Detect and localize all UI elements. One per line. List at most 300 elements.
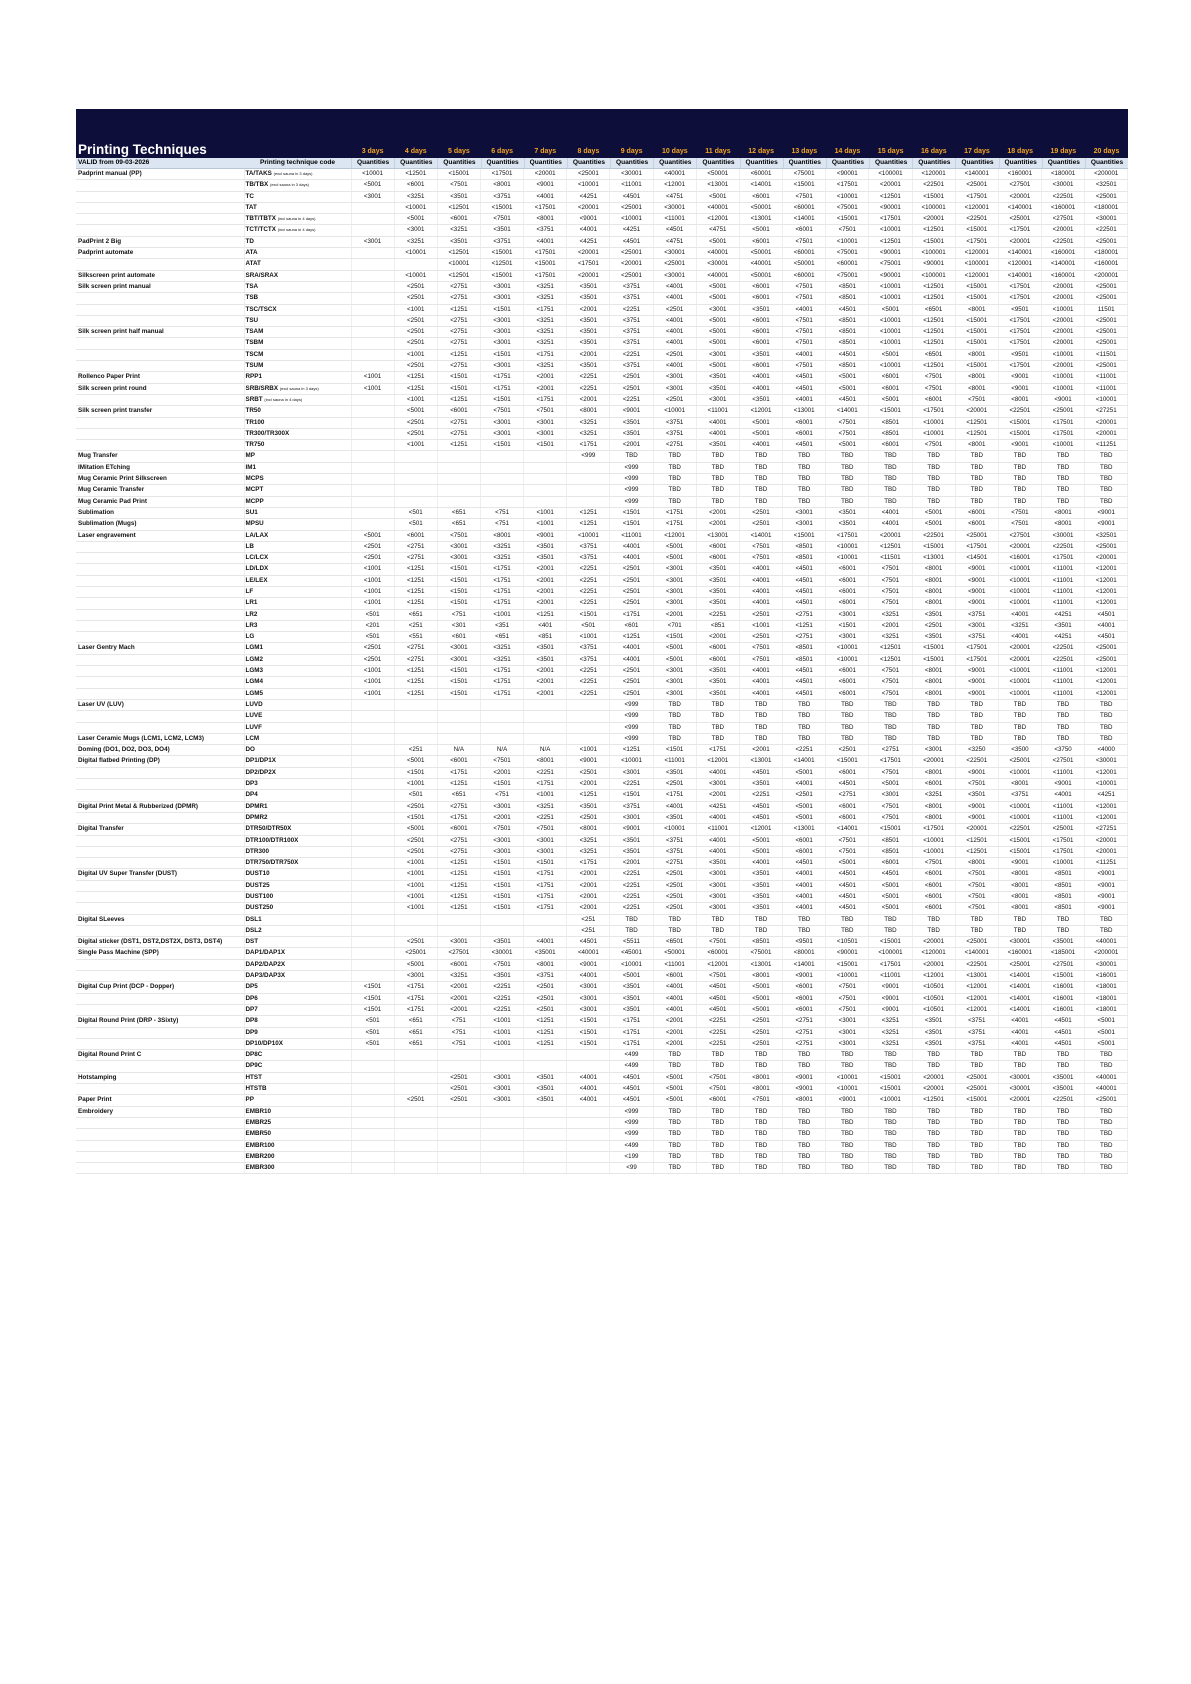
quantity-cell: <4501 [783,858,826,869]
quantity-cell: TBD [696,474,739,485]
quantity-cell: <651 [437,507,480,518]
quantity-cell: <1251 [567,790,610,801]
quantity-cell: <4001 [739,598,782,609]
quantity-cell: <1501 [524,440,567,451]
quantity-cell [480,462,523,473]
quantity-cell: <10001 [826,643,869,654]
technique-code: SRBT [245,395,263,403]
quantity-cell: TBD [783,451,826,462]
quantity-cell [351,451,394,462]
quantity-cell: <2251 [567,383,610,394]
quantity-cell: <12501 [437,270,480,281]
quantity-cell: <3501 [567,293,610,304]
quantity-cell: <6001 [869,372,912,383]
quantity-cell: <140001 [955,169,998,180]
quantity-cell: <251 [394,745,437,756]
technique-code-cell [244,383,351,394]
quantity-cell: <1501 [351,1004,394,1015]
quantity-cell: TBD [1085,733,1128,744]
quantity-cell: <4001 [653,982,696,993]
quantity-cell [394,485,437,496]
technique-name [76,191,244,202]
quantity-cell: <90001 [869,270,912,281]
quantity-cell [567,485,610,496]
quantity-cell [480,914,523,925]
quantity-cell: <2251 [480,1004,523,1015]
quantity-cell: <12001 [653,530,696,541]
quantity-cell: TBD [696,699,739,710]
quantity-cell: <140001 [955,948,998,959]
quantity-cell: <8501 [826,281,869,292]
quantity-cell: <18001 [1085,1004,1128,1015]
quantity-cell: <3501 [912,1016,955,1027]
quantity-cell: <2501 [394,835,437,846]
quantity-cell: <3251 [394,191,437,202]
quantity-cell: <3251 [567,417,610,428]
quantity-cell: <1751 [394,993,437,1004]
quantity-cell: <25001 [610,248,653,259]
quantity-cell: TBD [826,1050,869,1061]
quantity-cell: TBD [1085,1050,1128,1061]
quantity-cell: <2001 [869,620,912,631]
quantity-cell: TBD [739,1117,782,1128]
quantity-cell: <10001 [653,406,696,417]
technique-name [76,711,244,722]
quantity-cell: <27501 [1042,959,1085,970]
quantity-cell: <200001 [1085,948,1128,959]
quantity-cell: <8501 [869,417,912,428]
quantity-cell: <12501 [912,315,955,326]
technique-name [76,553,244,564]
quantity-cell: <6001 [739,315,782,326]
quantity-cell: <1251 [437,394,480,405]
technique-code: DUST250 [245,904,274,912]
quantity-cell: <3751 [610,281,653,292]
quantity-cell: <30001 [998,1072,1041,1083]
quantity-cell: <3501 [739,880,782,891]
quantity-cell: <2001 [524,372,567,383]
quantity-cell: <4251 [696,801,739,812]
technique-code: LR3 [245,621,258,629]
quantity-cell: TBD [826,462,869,473]
quantity-cell: <4001 [998,609,1041,620]
quantity-cell: <4501 [653,225,696,236]
quantity-cell: <4001 [653,338,696,349]
technique-code: DP7 [245,1005,258,1013]
quantity-cell [524,451,567,462]
table-row [76,248,1128,259]
quantity-cell: <2251 [610,349,653,360]
quantity-cell: <80001 [783,948,826,959]
table-row [76,428,1128,439]
quantity-cell: <3501 [653,812,696,823]
quantity-cell: N/A [437,745,480,756]
quantity-cell: <9001 [955,801,998,812]
quantity-cell: <10001 [998,598,1041,609]
quantity-cell: TBD [653,1106,696,1117]
quantity-cell: <11001 [1085,383,1128,394]
quantity-cell: <6001 [783,982,826,993]
quantity-cell: <8501 [739,937,782,948]
quantity-cell: <751 [480,519,523,530]
quantity-cell: <3001 [696,880,739,891]
quantity-cell: TBD [739,496,782,507]
quantity-cell: <20001 [610,259,653,270]
quantity-cell: TBD [912,699,955,710]
quantity-cell: <1001 [351,372,394,383]
quantity-cell: <7501 [869,575,912,586]
quantity-cell: TBD [912,1163,955,1174]
quantity-cell: <10001 [437,259,480,270]
quantity-cell: TBD [912,1061,955,1072]
quantity-cell: <16001 [1085,971,1128,982]
technique-code: TA/TAKS [245,170,272,177]
table-row [76,293,1128,304]
quantity-cell [437,914,480,925]
quantity-cell: <15001 [1042,971,1085,982]
quantity-cell: <13001 [696,530,739,541]
quantity-cell: TBD [826,722,869,733]
quantity-cell: <9001 [998,372,1041,383]
quantity-cell: <1501 [524,858,567,869]
quantity-cell: <60001 [826,259,869,270]
quantity-cell [351,835,394,846]
quantity-cell: TBD [739,1129,782,1140]
quantity-cell: <9001 [567,214,610,225]
quantity-cell: <25001 [998,756,1041,767]
quantity-cell: <15001 [869,1072,912,1083]
quantity-cell: <17501 [1042,417,1085,428]
quantity-cell: <4001 [783,903,826,914]
quantity-cell: <1501 [437,372,480,383]
technique-code: DST [245,938,259,946]
quantity-cell: <4001 [567,225,610,236]
quantity-cell: <4501 [696,993,739,1004]
quantity-cell: <1251 [437,869,480,880]
technique-name [76,903,244,914]
quantity-cell: <25001 [955,1072,998,1083]
quantity-cell: <15001 [998,835,1041,846]
quantity-cell: <999 [610,474,653,485]
quantity-cell: <12501 [912,1095,955,1106]
quantity-cell: <3001 [480,281,523,292]
quantity-cell: <160001 [1042,202,1085,213]
quantity-cell: <15001 [480,270,523,281]
quantity-cell: TBD [912,1151,955,1162]
technique-code: TR100 [245,418,265,426]
quantity-cell: <7501 [783,315,826,326]
quantity-cell: <20001 [912,937,955,948]
quantity-cell: <1001 [394,869,437,880]
quantity-cell [567,462,610,473]
technique-code-cell [244,281,351,292]
technique-name [76,1117,244,1128]
quantity-cell: <17501 [912,406,955,417]
quantity-cell: TBD [869,1117,912,1128]
technique-code-cell [244,767,351,778]
quantity-cell: <10001 [998,677,1041,688]
quantity-cell: <3751 [610,338,653,349]
quantity-cell: <3501 [610,835,653,846]
quantity-cell: TBD [955,474,998,485]
quantity-cell: <2501 [437,1084,480,1095]
quantity-cell: <40001 [696,248,739,259]
quantity-cell: <2751 [826,790,869,801]
quantity-cell [567,1140,610,1151]
quantity-cell: <3501 [696,372,739,383]
table-row [76,327,1128,338]
quantity-cell [437,1117,480,1128]
quantity-cell: <2501 [610,598,653,609]
quantity-cell: <99 [610,1163,653,1174]
quantity-cell: TBD [653,925,696,936]
technique-code-cell [244,745,351,756]
quantity-cell: TBD [998,1106,1041,1117]
quantity-cell: <501 [351,1016,394,1027]
quantity-cell: <15001 [998,417,1041,428]
quantity-cell: <6001 [783,428,826,439]
table-row [76,846,1128,857]
quantity-cell: <8001 [998,892,1041,903]
quantity-cell: <12501 [869,654,912,665]
quantity-cell [351,496,394,507]
quantity-cell: <35001 [524,948,567,959]
quantity-cell: <4501 [610,1095,653,1106]
quantity-cell: TBD [653,462,696,473]
quantity-cell: <15001 [869,937,912,948]
quantity-cell: <12001 [1085,598,1128,609]
quantity-cell: <3001 [480,846,523,857]
quantity-cell: TBD [1085,474,1128,485]
quantity-cell: <1751 [567,858,610,869]
technique-name: Digital flatbed Printing (DP) [76,756,244,767]
quantity-cell: <4001 [610,643,653,654]
quantity-cell: TBD [1085,1163,1128,1174]
quantity-cell [394,914,437,925]
quantity-cell: <7501 [869,598,912,609]
quantity-cell: <120001 [955,248,998,259]
technique-name [76,214,244,225]
table-row [76,1004,1128,1015]
quantity-cell: <17501 [869,214,912,225]
quantity-cell: <7501 [826,417,869,428]
quantity-cell: <22501 [1042,236,1085,247]
quantity-cell: <4501 [783,440,826,451]
table-row [76,892,1128,903]
quantity-cell: <2501 [351,654,394,665]
technique-code: TR750 [245,441,265,449]
quantity-cell: TBD [869,1140,912,1151]
quantity-cell: <5001 [783,812,826,823]
quantity-cell: <6001 [826,812,869,823]
quantity-cell: <501 [351,1038,394,1049]
quantity-cell: <751 [437,609,480,620]
quantity-cell: <4501 [1042,1016,1085,1027]
quantity-cell: <3501 [610,428,653,439]
quantity-cell: <2501 [394,327,437,338]
quantity-cell: <20001 [1085,428,1128,439]
quantity-cell: <7501 [869,688,912,699]
quantity-cell: <499 [610,1140,653,1151]
technique-code-cell [244,553,351,564]
quantity-cell: <15001 [955,361,998,372]
quantities-header: Quantities [912,158,955,168]
quantity-cell: <2001 [567,892,610,903]
quantity-cell: <2501 [739,609,782,620]
quantity-cell: TBD [912,451,955,462]
quantity-cell: <5511 [610,937,653,948]
quantity-cell: <10001 [1042,304,1085,315]
technique-note: (excl sauna in 3 days) [279,385,319,391]
quantity-cell: <9001 [998,383,1041,394]
quantity-cell: <17501 [524,202,567,213]
technique-name: Laser Ceramic Mugs (LCM1, LCM2, LCM3) [76,733,244,744]
quantity-cell: <14001 [783,214,826,225]
quantity-cell: <90001 [869,248,912,259]
technique-name: Silkscreen print automate [76,270,244,281]
quantity-cell: <17501 [826,180,869,191]
quantity-cell: <9001 [826,1095,869,1106]
technique-code-cell [244,858,351,869]
table-row [76,937,1128,948]
quantity-cell: <1001 [351,575,394,586]
quantity-cell: <10001 [394,202,437,213]
quantity-cell: <20001 [524,169,567,180]
technique-name [76,666,244,677]
quantity-cell: TBD [783,1129,826,1140]
quantity-cell: <10001 [998,812,1041,823]
quantity-cell [394,925,437,936]
quantity-cell: <3001 [696,304,739,315]
quantity-cell [351,756,394,767]
quantity-cell: <11001 [653,214,696,225]
quantity-cell: <9001 [524,530,567,541]
quantity-cell: <12501 [955,417,998,428]
quantity-cell: <25001 [1085,643,1128,654]
quantity-cell: <35001 [1042,1084,1085,1095]
quantity-cell [567,733,610,744]
quantity-cell: <2251 [567,372,610,383]
technique-name [76,846,244,857]
quantity-cell: <12501 [912,225,955,236]
quantity-cell: TBD [998,1163,1041,1174]
quantity-cell: <2251 [696,1038,739,1049]
quantity-cell: <22501 [1042,191,1085,202]
quantity-cell: <4501 [869,869,912,880]
quantity-cell: <7501 [739,654,782,665]
quantity-cell: <2501 [394,846,437,857]
technique-name [76,880,244,891]
technique-code-cell [244,937,351,948]
quantity-cell: <25001 [1085,338,1128,349]
quantity-cell: TBD [1042,925,1085,936]
quantity-cell: <2001 [437,982,480,993]
quantity-cell: <5001 [696,315,739,326]
quantity-cell: <3501 [610,1004,653,1015]
quantity-cell: <8001 [912,812,955,823]
quantity-cell: <12501 [912,327,955,338]
quantity-cell: <751 [437,1027,480,1038]
quantity-cell: <6001 [739,281,782,292]
technique-name [76,620,244,631]
quantity-cell: <10001 [869,1095,912,1106]
quantity-cell: <5001 [696,281,739,292]
quantity-cell: <3001 [653,586,696,597]
quantity-cell: <25001 [998,214,1041,225]
quantity-cell: <2251 [524,812,567,823]
quantity-cell: <1751 [394,982,437,993]
table-row [76,1016,1128,1027]
quantity-cell: <3001 [826,1027,869,1038]
quantities-header: Quantities [437,158,480,168]
quantity-cell [480,1061,523,1072]
quantity-cell: <4001 [610,654,653,665]
quantity-cell: <25001 [955,530,998,541]
technique-code: EMBR100 [245,1141,275,1149]
quantity-cell: <1251 [437,349,480,360]
quantity-cell: <17501 [955,643,998,654]
quantity-cell: <6001 [696,541,739,552]
technique-code-cell [244,440,351,451]
quantity-cell: <1501 [653,632,696,643]
quantity-cell: TBD [783,733,826,744]
quantity-cell: <651 [437,790,480,801]
quantity-cell: <90001 [869,202,912,213]
quantity-cell [351,812,394,823]
quantity-cell: <6001 [912,394,955,405]
quantity-cell: <501 [351,1027,394,1038]
quantity-cell: <2501 [653,304,696,315]
quantity-cell: <15001 [783,180,826,191]
quantity-cell [394,699,437,710]
quantity-cell: TBD [783,722,826,733]
quantity-cell: <2501 [610,688,653,699]
quantity-cell: <751 [480,507,523,518]
quantity-cell: <10001 [869,281,912,292]
quantity-cell: <12501 [912,293,955,304]
quantity-cell [351,846,394,857]
quantity-cell [351,1050,394,1061]
quantity-cell [437,1061,480,1072]
quantity-cell: <30001 [998,937,1041,948]
quantity-cell: TBD [998,722,1041,733]
quantity-cell: <7501 [826,993,869,1004]
quantity-cell: <2251 [610,892,653,903]
quantity-cell: <2501 [653,349,696,360]
quantity-cell: <1501 [567,1027,610,1038]
technique-note: (incl sauna in 4 days) [277,227,316,233]
quantity-cell: <4001 [696,428,739,439]
quantity-cell: <2501 [394,361,437,372]
quantity-cell: <1001 [567,745,610,756]
quantity-cell: TBD [1042,914,1085,925]
quantity-cell: <10001 [1085,779,1128,790]
quantity-cell: <4501 [739,767,782,778]
quantity-cell: TBD [1085,1117,1128,1128]
quantity-cell: TBD [826,711,869,722]
table-row [76,733,1128,744]
quantity-cell: <100001 [869,169,912,180]
quantity-cell: <4001 [739,858,782,869]
technique-code-cell [244,1016,351,1027]
quantity-cell: <4501 [610,191,653,202]
quantity-cell: <301 [437,620,480,631]
quantity-cell: <3751 [610,801,653,812]
quantity-cell: <3251 [912,790,955,801]
quantity-cell: <14001 [998,1004,1041,1015]
quantity-cell: TBD [869,733,912,744]
quantity-cell: <27251 [1085,406,1128,417]
